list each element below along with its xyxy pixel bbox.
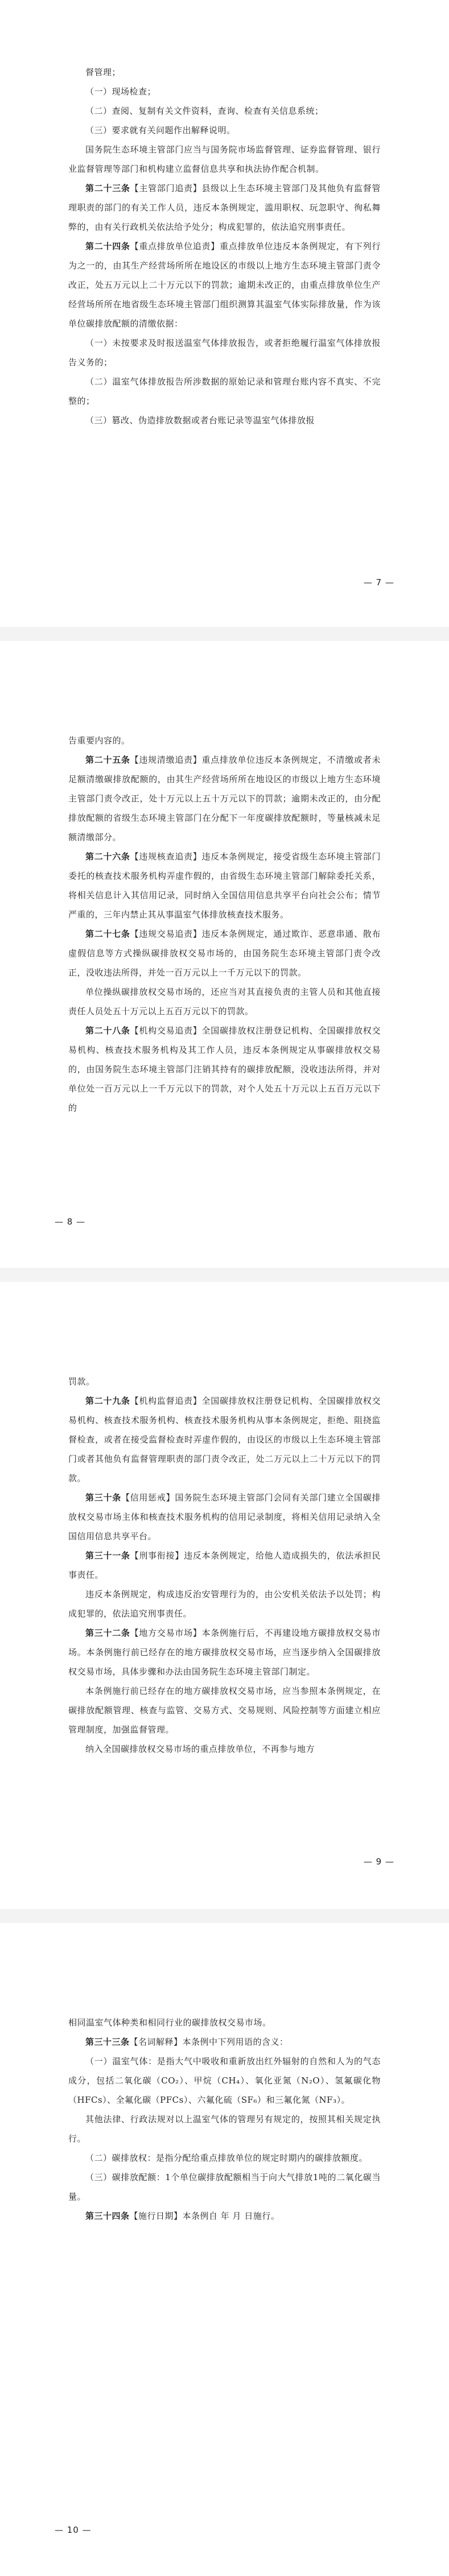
paragraph [68,982,381,1021]
paragraph-text: 【机构监督追责】全国碳排放权注册登记机构、全国碳排放权交易机构、核查技术服务机构、核查技术服务机构从事本条例规定，拒绝、阻挠监督检查，或者在接受监督检查时弄虚作假的，由设区的市级以上生态环境主管部门或者其他负有监督管理职责的部门责令改正，处二万元以上二十万元以下的罚款。 [68,1396,381,1483]
page-number: — 9 — [363,1856,394,1867]
paragraph-text: （一）温室气体：是指大气中吸收和重新放出红外辐射的自然和人为的气态成分，包括二氧化碳（CO₂）、甲烷（CH₄）、氧化亚氮（N₂O）、氢氟碳化物（HFCs）、全氟化碳（PFCs）、六氟化硫（SF₆）和三氟化氮（NF₃）。 [68,2056,381,2105]
paragraph-text: （二）查阅、复制有关文件资料，查询、检查有关信息系统； [85,106,324,116]
paragraph-text: 【机构交易追责】全国碳排放权注册登记机构、全国碳排放权交易机构、核查技术服务机构及其工作人员，违反本条例规定从事碳排放权交易的，由国务院生态环境主管部门注销其持有的碳排放配额，没收违法所得，并对单位处一百万元以上一千万元以下的罚款，对个人处五十万元以上五百万元以下的 [68,1026,381,1113]
article-paragraph [68,1546,381,1585]
page-body [68,731,381,1118]
article-number: 第三十三条 [85,2037,130,2047]
paragraph [68,1585,381,1623]
paragraph [68,2110,381,2148]
paragraph [68,121,381,140]
paragraph-text: 【地方交易市场】本条例施行后，不再建设地方碳排放权交易市场。本条例施行前已经存在的地方碳排放权交易市场，应当逐步纳入全国碳排放权交易市场，具体步骤和办法由国务院生态环境主管部门制定。 [68,1628,381,1677]
document-page-10 [0,1923,449,2576]
article-number: 第二十六条 [85,851,130,862]
article-paragraph [68,1488,381,1546]
paragraph [68,1681,381,1739]
paragraph-text: 罚款。 [68,1376,95,1387]
paragraph [68,101,381,121]
paragraph-text: 督管理； [85,67,121,77]
paragraph [68,372,381,411]
article-paragraph [68,2032,381,2052]
page-body [68,63,381,430]
paragraph-text: 【违规交易追责】违反本条例规定，通过欺诈、恶意串通、散布虚假信息等方式操纵碳排放权交易市场的，由国务院生态环境主管部门责令改正，没收违法所得，并处一百万元以上一千万元以下的罚款。 [68,929,381,978]
document-page-8 [0,641,449,1268]
paragraph-text: 单位操纵碳排放权交易市场的，还应当对其直接负责的主管人员和其他直接责任人员处五十万元以上五百万元以下的罚款。 [68,987,381,1016]
paragraph-text: 【违规清缴追责】重点排放单位违反本条例规定，不清缴或者未足额清缴碳排放配额的，由其生产经营场所所在地设区的市级以上地方生态环境主管部门责令改正，处十万元以上五十万元以下的罚款；逾期未改正的，由分配排放配额的省级生态环境主管部门在分配下一年度碳排放配额时，等量核减未足额清缴部分。 [68,755,381,842]
article-paragraph [68,924,381,982]
paragraph-text: 【违规核查追责】违反本条例规定，接受省级生态环境主管部门委托的核查技术服务机构弄虚作假的，由省级生态环境主管部门解除委托关系，将相关信息计入其信用记录，同时纳入全国信用信息共享平台向社会公布；情节严重的，三年内禁止其从事温室气体排放核查技术服务。 [68,851,381,920]
paragraph-text: （三）篡改、伪造排放数据或者台账记录等温室气体排放报 [85,415,315,425]
paragraph [68,1372,381,1391]
paragraph-text: （三）要求就有关问题作出解释说明。 [85,125,236,135]
article-number: 第三十四条 [85,2211,130,2221]
article-paragraph [68,847,381,924]
article-number: 第二十四条 [85,241,130,251]
paragraph [68,2052,381,2110]
article-paragraph [68,1623,381,1681]
paragraph-text: （一）现场检查； [85,86,156,97]
page-body [68,1372,381,1759]
document-page-7 [0,0,449,627]
page-number: — 8 — [55,1217,86,1227]
article-number: 第二十三条 [85,183,130,193]
article-number: 第三十二条 [85,1628,130,1638]
article-number: 第二十八条 [85,1026,130,1036]
paragraph-text: 【名词解释】本条例中下列用语的含义： [129,2037,289,2047]
paragraph-text: 违反本条例规定，构成违反治安管理行为的，由公安机关依法予以处罚；构成犯罪的，依法追究刑事责任。 [68,1589,381,1619]
paragraph [68,140,381,179]
paragraph [68,63,381,82]
paragraph [68,2013,381,2032]
paragraph-text: （三）碳排放配额：1个单位碳排放配额相当于向大气排放1吨的二氧化碳当量。 [68,2172,381,2202]
article-number: 第二十五条 [85,755,130,765]
page-number: — 10 — [55,2525,92,2535]
paragraph-text: （一）未按要求及时报送温室气体排放报告，或者拒绝履行温室气体排放报告义务的； [68,338,381,367]
paragraph [68,411,381,430]
article-number: 第二十九条 [85,1396,130,1406]
article-number: 第二十七条 [85,929,130,939]
paragraph-text: 纳入全国碳排放权交易市场的重点排放单位，不再参与地方 [85,1744,315,1754]
paragraph-text: （二）碳排放权：是指分配给重点排放单位的规定时期内的碳排放额度。 [85,2153,368,2163]
paragraph-text: 告重要内容的。 [68,735,130,746]
article-paragraph [68,750,381,847]
article-paragraph [68,1391,381,1488]
paragraph-text: 本条例施行前已经存在的地方碳排放权交易市场，应当参照本条例规定，在碳排放配额管理、核查与监管、交易方式、交易规则、风险控制等方面建立相应管理制度，加强监督管理。 [68,1686,381,1735]
paragraph-text: 其他法律、行政法规对以上温室气体的管理另有规定的，按照其相关规定执行。 [68,2114,381,2144]
paragraph-text: 【刑事衔接】违反本条例规定，给他人造成损失的，依法承担民事责任。 [68,1550,381,1580]
paragraph-text: 【信用惩戒】国务院生态环境主管部门会同有关部门建立全国碳排放权交易市场主体和核查技术服务机构的信用记录制度，将相关信用记录纳入全国信用信息共享平台。 [68,1492,381,1541]
page-number: — 7 — [363,577,394,588]
paragraph-text: 【施行日期】本条例自 年 月 日施行。 [129,2211,280,2221]
paragraph-text: 相同温室气体种类和相同行业的碳排放权交易市场。 [68,2017,271,2028]
article-number: 第三十条 [85,1492,121,1503]
article-paragraph [68,179,381,237]
paragraph [68,731,381,750]
paragraph [68,2148,381,2168]
article-number: 第三十一条 [85,1550,130,1561]
paragraph-text: 【重点排放单位追责】重点排放单位违反本条例规定，有下列行为之一的，由其生产经营场所所在地设区的市级以上地方生态环境主管部门责令改正，处五万元以上二十万元以下的罚款；逾期未改正的，由重点排放单位生产经营场所所在地省级生态环境主管部门组织测算其温室气体实际排放量，作为该单位碳排放配额的清缴依据： [68,241,381,329]
paragraph [68,333,381,372]
paragraph-text: （二）温室气体排放报告所涉数据的原始记录和管理台账内容不真实、不完整的； [68,377,381,406]
article-paragraph [68,2206,381,2226]
paragraph-text: 国务院生态环境主管部门应当与国务院市场监督管理、证券监督管理、银行业监督管理等部门和机构建立监督信息共享和执法协作配合机制。 [68,144,381,174]
article-paragraph [68,1021,381,1118]
paragraph [68,82,381,101]
paragraph [68,2168,381,2206]
article-paragraph [68,237,381,333]
paragraph-text: 【主管部门追责】县级以上生态环境主管部门及其他负有监督管理职责的部门的有关工作人员，违反本条例规定，滥用职权、玩忽职守、徇私舞弊的，由有关行政机关依法给予处分；构成犯罪的，依法追究刑事责任。 [68,183,381,232]
page-body [68,2013,381,2226]
document-page-9 [0,1282,449,1909]
paragraph [68,1739,381,1759]
